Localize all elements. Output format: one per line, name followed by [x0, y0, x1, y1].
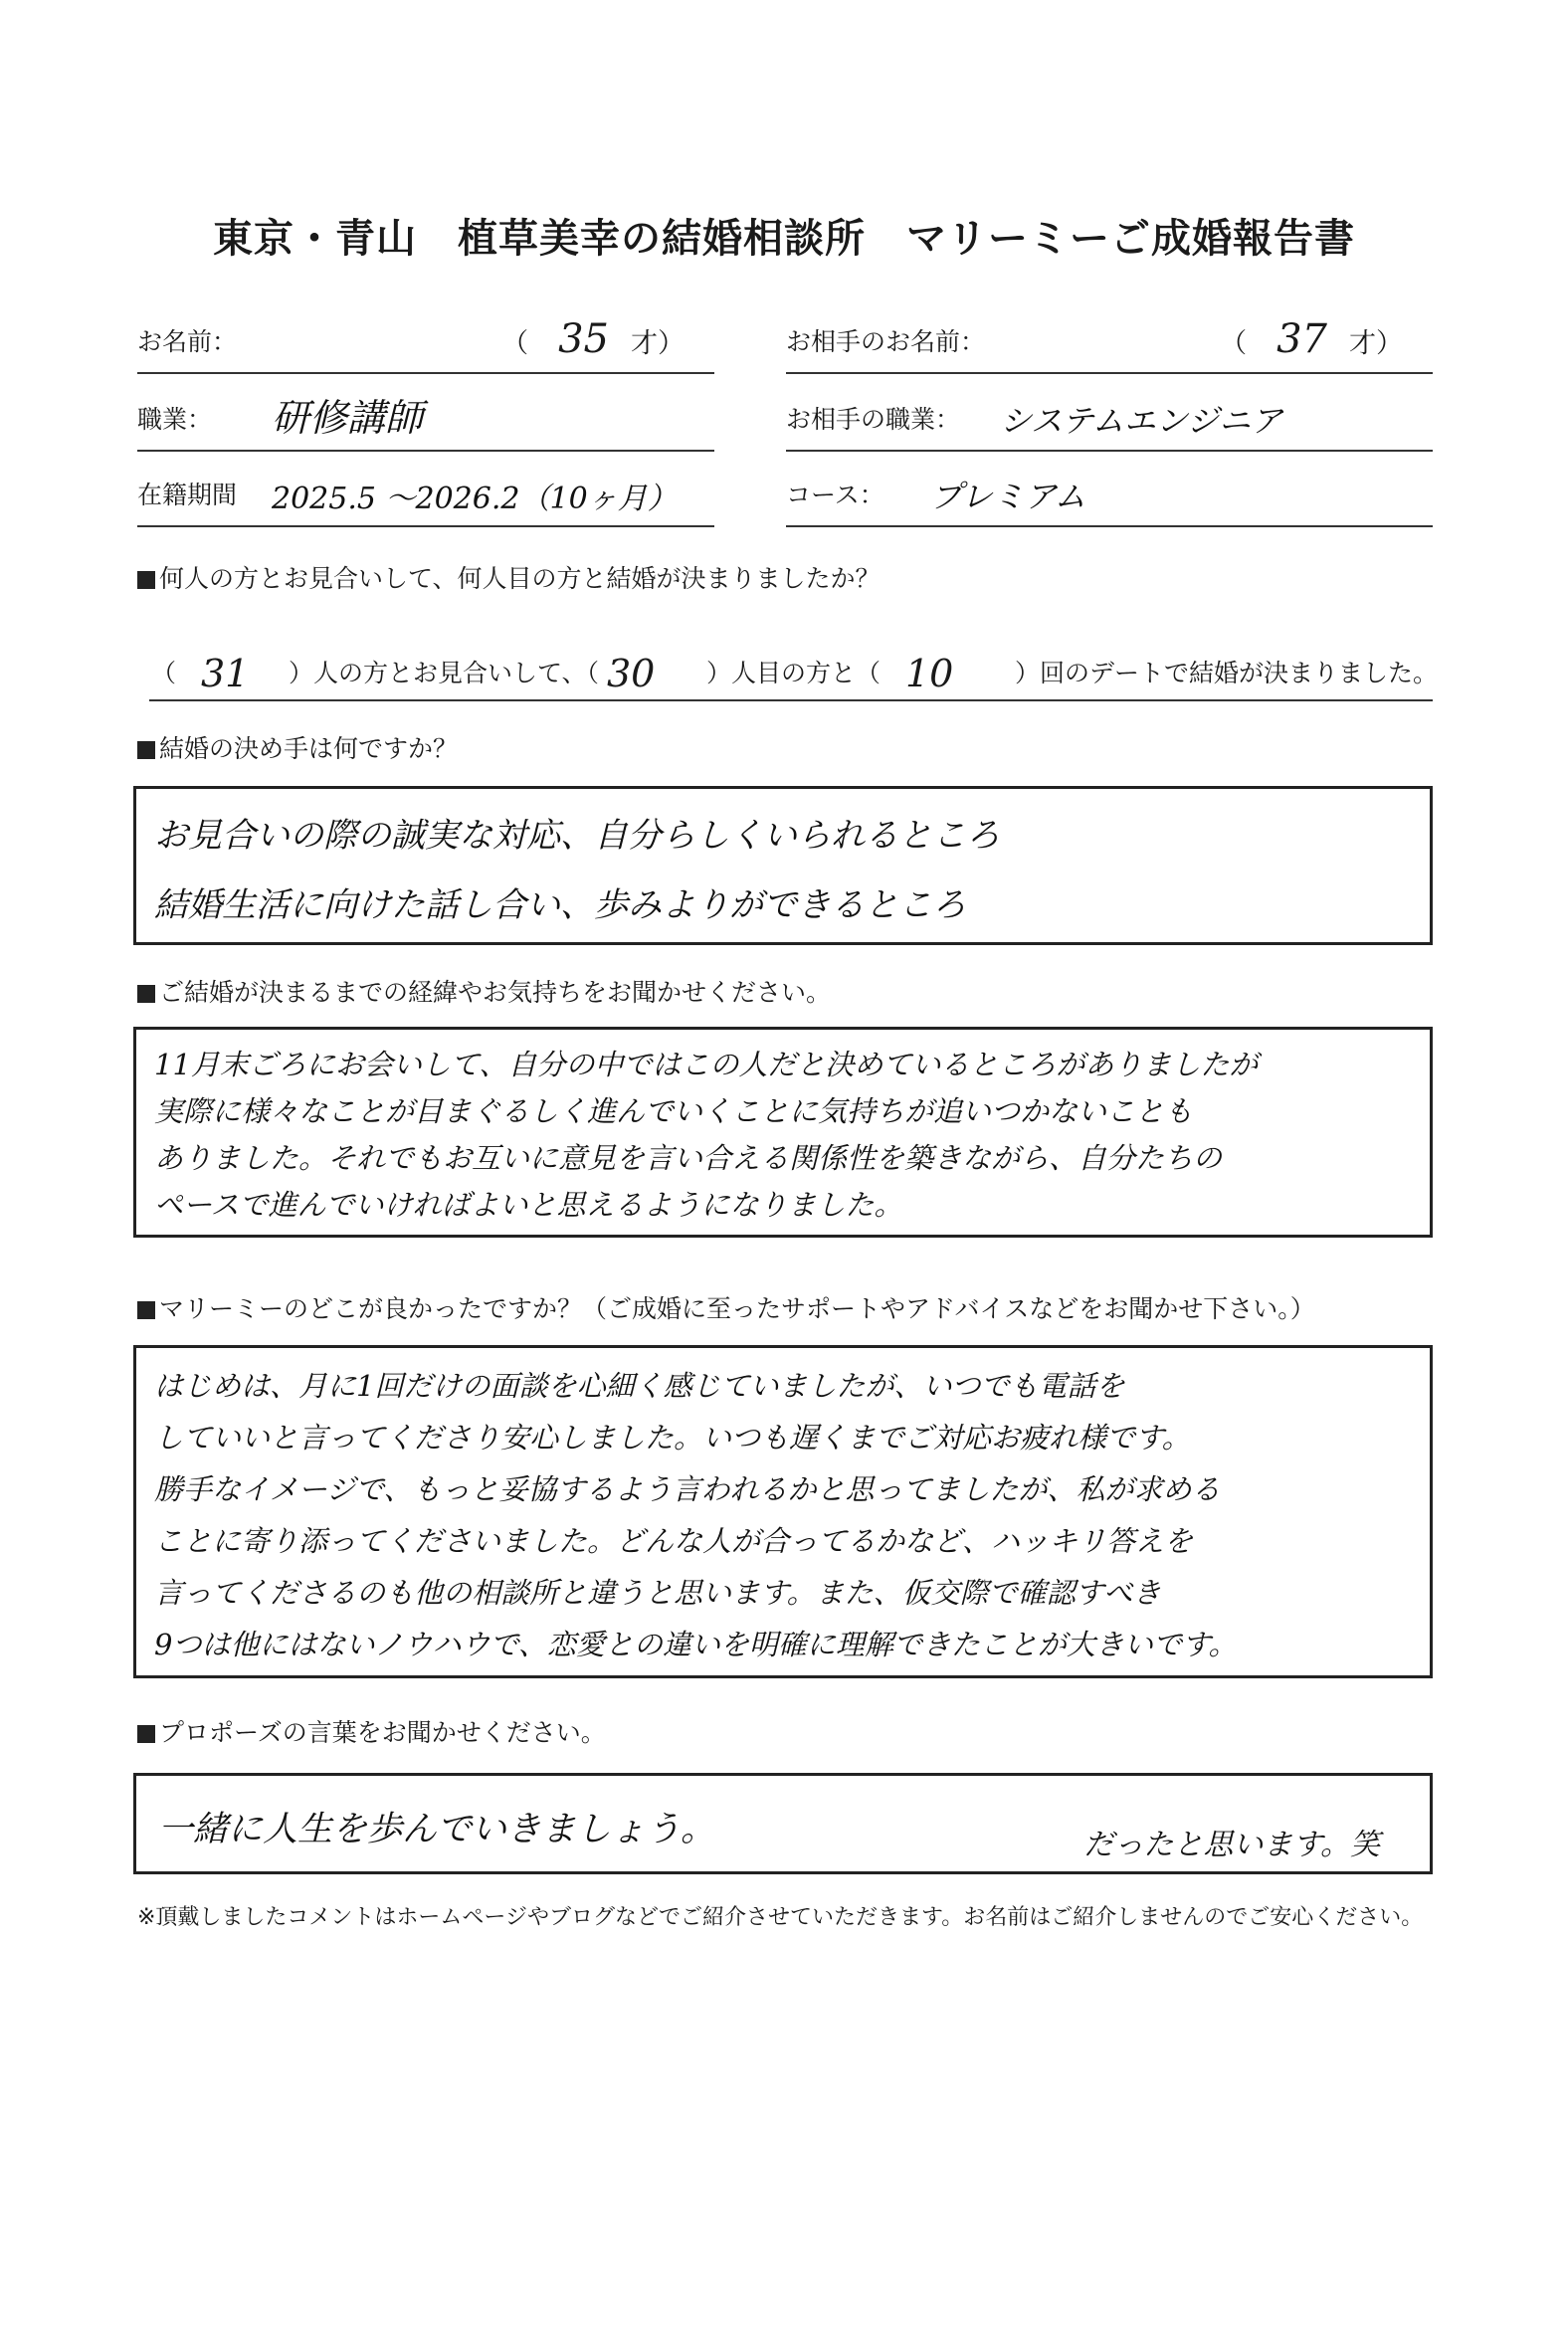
question-3-text: ご結婚が決まるまでの経緯やお気持ちをお聞かせください。 [159, 978, 832, 1007]
partner-age-unit: 才） [1349, 328, 1403, 359]
count-open: （ [151, 659, 177, 687]
partner-age-open: （ [1220, 328, 1248, 359]
date-count: 10 [905, 652, 954, 695]
square-bullet-icon [137, 1301, 155, 1319]
question-2 [137, 729, 458, 765]
question-4-text: マリーミーのどこが良かったですか？（ご成婚に至ったサポートやアドバイスなどをお聞かせ下さい。） [159, 1294, 1315, 1323]
answer-box-5 [133, 1773, 1433, 1874]
age-value: 35 [558, 316, 609, 362]
square-bullet-icon [137, 985, 155, 1003]
answer-2-lines [154, 801, 1420, 940]
answer-line: 実際に様々なことが目まぐるしく進んでいくことに気持ちが追いつかないことも [154, 1094, 1194, 1128]
partner-age-value: 37 [1276, 316, 1327, 362]
course-value: プレミアム [930, 478, 1086, 515]
answer-line: 勝手なイメージで、もっと妥協するよう言われるかと思ってましたが、私が求める [154, 1472, 1221, 1506]
partner-occupation-value: システムエンジニア [1000, 402, 1283, 440]
name-field [137, 306, 714, 374]
occupation-field [137, 384, 714, 452]
answer-line: 結婚生活に向けた話し合い、歩みよりができるところ [154, 885, 966, 925]
answer-line: お見合いの際の誠実な対応、自分らしくいられるところ [154, 816, 1000, 856]
partner-name-field [786, 306, 1433, 374]
square-bullet-icon [137, 741, 155, 759]
count-text-2: ）人目の方と（ [706, 659, 882, 687]
question-4 [137, 1289, 1315, 1325]
count-text-1: ）人の方とお見合いして、（ [289, 659, 600, 687]
occupation-value: 研修講師 [272, 396, 424, 440]
name-label: お名前： [137, 327, 238, 356]
answer-box-4 [133, 1345, 1433, 1678]
answer-3-lines [154, 1042, 1420, 1229]
report-title: 東京・青山 植草美幸の結婚相談所 マリーミーご成婚報告書 [213, 216, 1355, 262]
question-1 [137, 559, 881, 595]
answer-line: 11月末ごろにお会いして、自分の中ではこの人だと決めているところがありましたが [154, 1048, 1259, 1081]
question-5-text: プロポーズの言葉をお聞かせください。 [159, 1718, 606, 1747]
period-value: 2025.5 〜2026.2（10ヶ月） [272, 482, 678, 516]
nth-person: 30 [607, 652, 656, 695]
age-open: （ [501, 328, 529, 359]
proposal-aside: だったと思います。笑 [1083, 1828, 1380, 1862]
answer-line: 言ってくださるのも他の相談所と違うと思います。また、仮交際で確認すべき [154, 1576, 1162, 1610]
answer-line: していいと言ってくださり安心しました。いつも遅くまでご対応お疲れ様です。 [154, 1421, 1191, 1454]
question-5 [137, 1713, 606, 1749]
course-label: コース： [786, 481, 884, 509]
answer-line: ペースで進んでいければよいと思えるようになりました。 [154, 1188, 903, 1222]
question-3 [137, 973, 831, 1009]
question-2-text: 結婚の決め手は何ですか？ [159, 734, 459, 763]
answer-line: 9つは他にはないノウハウで、恋愛との違いを明確に理解できたことが大きいです。 [154, 1628, 1238, 1661]
question-1-text: 何人の方とお見合いして、何人目の方と結婚が決まりましたか？ [159, 564, 881, 593]
course-field [786, 460, 1433, 527]
footer-note: ※頂戴しましたコメントはホームページやブログなどでご紹介させていただきます。お名前はご紹介しませんのでご安心ください。 [137, 1905, 1424, 1930]
partner-occupation-field [786, 384, 1433, 452]
answer-box-3 [133, 1027, 1433, 1238]
answer-line: ありました。それでもお互いに意見を言い合える関係性を築きながら、自分たちの [154, 1141, 1223, 1175]
partner-age-box [1220, 316, 1403, 362]
answer-line: ことに寄り添ってくださいました。どんな人が合ってるかなど、ハッキリ答えを [154, 1524, 1194, 1558]
count-text-3: ）回のデートで結婚が決まりました。 [1015, 659, 1439, 687]
period-field [137, 460, 714, 527]
answer-4-lines [154, 1360, 1420, 1670]
partner-name-label: お相手のお名前： [786, 327, 986, 356]
count-line [149, 652, 1439, 701]
period-label: 在籍期間 [137, 481, 238, 509]
proposal-words: 一緒に人生を歩んでいきましょう。 [158, 1810, 716, 1849]
square-bullet-icon [137, 571, 155, 589]
age-box [501, 316, 685, 362]
answer-line: はじめは、月に1回だけの面談を心細く感じていましたが、いつでも電話を [154, 1369, 1125, 1403]
partner-occupation-label: お相手の職業： [786, 405, 961, 434]
age-unit: 才） [631, 328, 685, 359]
answer-box-2 [133, 786, 1433, 945]
square-bullet-icon [137, 1725, 155, 1743]
people-count: 31 [201, 652, 250, 695]
occupation-label: 職業： [137, 405, 213, 434]
